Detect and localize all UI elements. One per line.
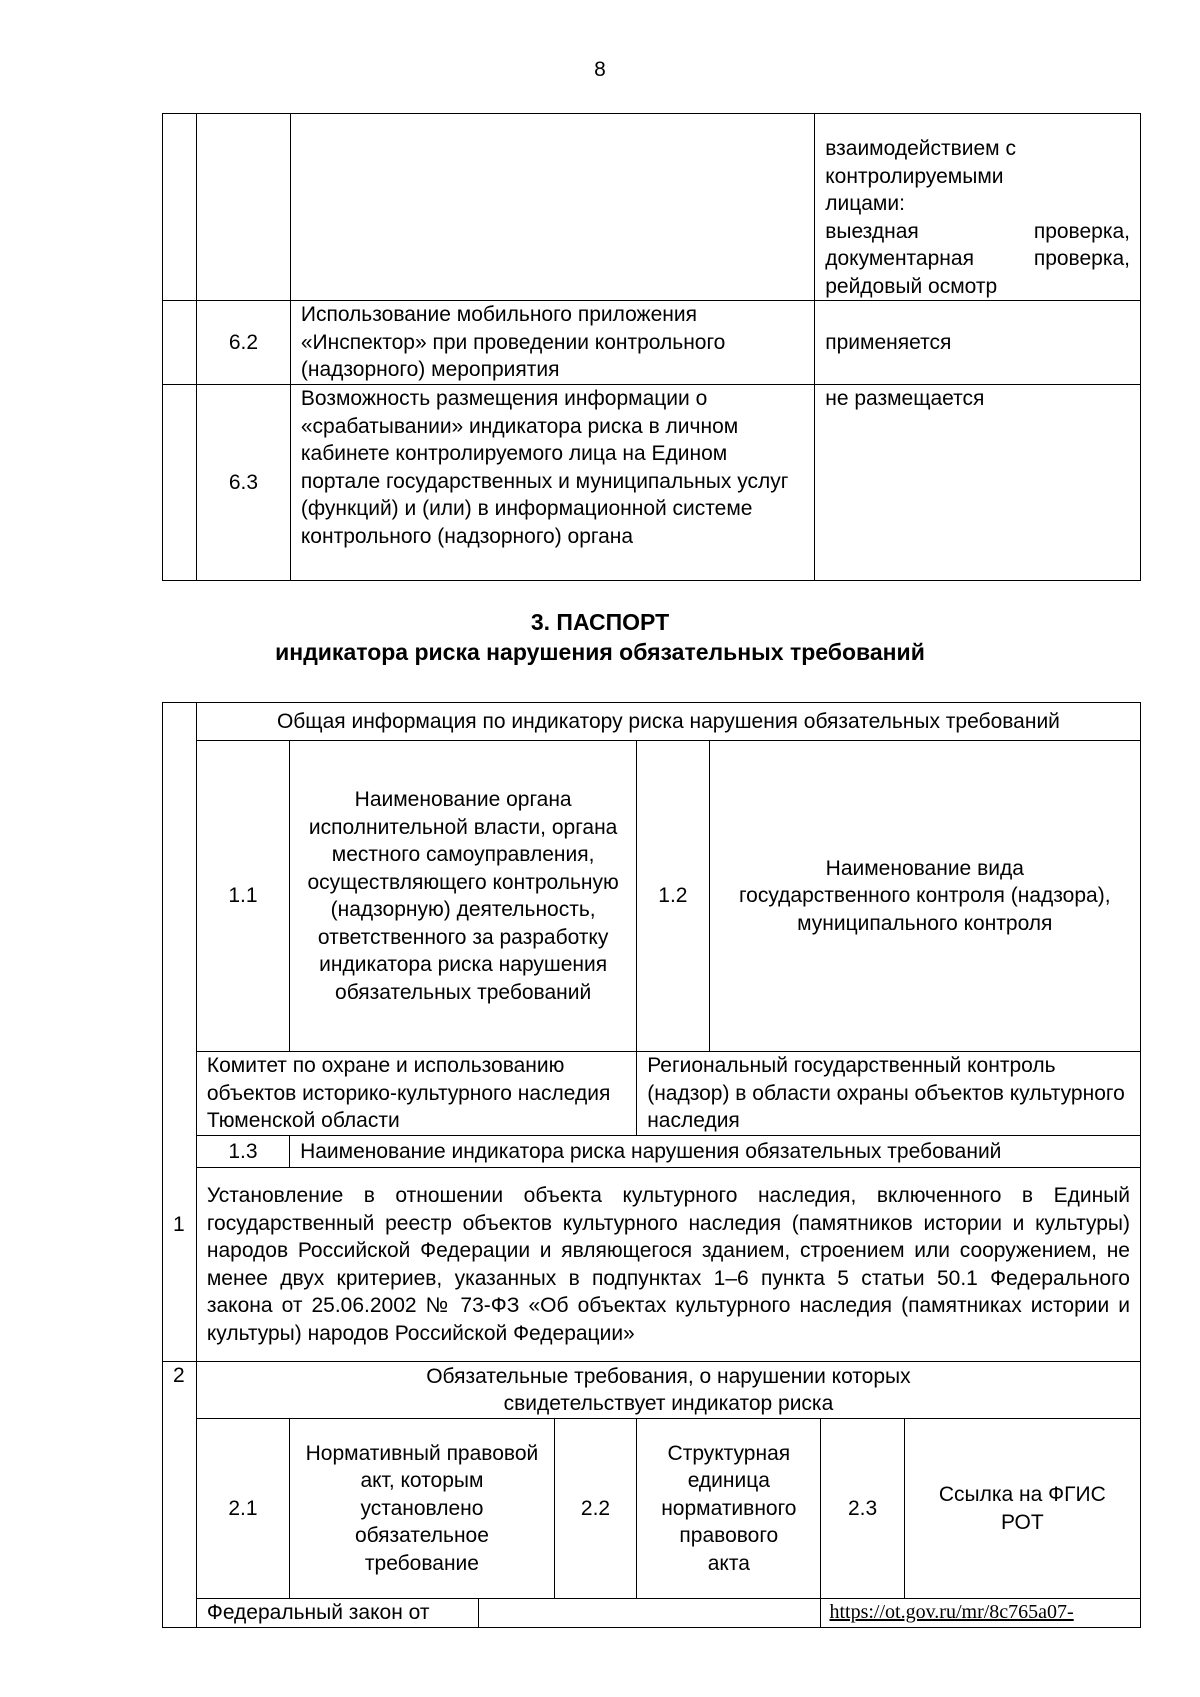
risk-table-continuation bbox=[162, 113, 1141, 581]
table-row bbox=[163, 703, 1141, 741]
cell-text-line: контролируемыми bbox=[825, 164, 1004, 188]
risk-indicator-description: Установление в отношении объекта культурного наследия, включенного в Единый государственный реестр объектов культурного наследия (памятников истории и культуры) народов Российской Федерации и являющегося зданием, строением или сооружением, не менее двух критериев, указанных в подпунктах 1–6 пункта 5 статьи 50.1 Федерального закона от 25.06.2002 № 73-ФЗ «Об объектах культурного наследия (памятниках истории и культуры) народов Российской Федерации» bbox=[196, 1168, 1140, 1362]
field-number: 2.3 bbox=[821, 1419, 904, 1599]
authority-name: Комитет по охране и использованию объектов историко-культурного наследия Тюменской области bbox=[196, 1052, 636, 1136]
section-number: 2 bbox=[163, 1362, 197, 1628]
cell-text-line: взаимодействием с bbox=[825, 137, 1016, 160]
item-description: Возможность размещения информации о «срабатывании» индикатора риска в личном кабинете контролируемого лица на Едином портале государственных и муниципальных услуг (функций) и (или) в информационной системе контрольного (надзорного) органа bbox=[290, 385, 814, 581]
field-number: 1.2 bbox=[637, 741, 709, 1052]
table-row bbox=[163, 385, 1141, 581]
table-row bbox=[163, 114, 1141, 301]
item-value: применяется bbox=[815, 301, 1141, 385]
cell-text-line: выездная проверка, bbox=[825, 219, 1130, 243]
cell-text-line: рейдовый осмотр bbox=[825, 274, 998, 298]
section-subtitle: индикатора риска нарушения обязательных требований bbox=[275, 639, 925, 665]
table-row bbox=[163, 1419, 1141, 1599]
general-info-header: Общая информация по индикатору риска нарушения обязательных требований bbox=[196, 703, 1140, 741]
field-label: Нормативный правовой акт, которым установлено обязательное требование bbox=[290, 1419, 555, 1599]
passport-table bbox=[162, 702, 1141, 1628]
item-number: 6.3 bbox=[196, 385, 290, 581]
table-row bbox=[163, 1136, 1141, 1168]
item-description: Использование мобильного приложения «Инспектор» при проведении контрольного (надзорного) мероприятия bbox=[290, 301, 814, 385]
table-row bbox=[163, 1168, 1141, 1362]
cell-text-line: лицами: bbox=[825, 192, 905, 215]
table-row bbox=[163, 1599, 1141, 1628]
field-label: Ссылка на ФГИС РОТ bbox=[904, 1419, 1140, 1599]
section-number: 1 bbox=[163, 703, 197, 1362]
table-row bbox=[163, 741, 1141, 1052]
section-heading bbox=[0, 607, 1200, 667]
section-title: 3. ПАСПОРТ bbox=[530, 609, 670, 635]
fgis-rot-link[interactable]: https://ot.gov.ru/mr/8c765a07- bbox=[821, 1599, 1141, 1628]
field-number: 1.3 bbox=[196, 1136, 289, 1168]
field-number: 2.2 bbox=[554, 1419, 636, 1599]
table-row bbox=[163, 1362, 1141, 1419]
requirements-header: Обязательные требования, о нарушении которых свидетельствует индикатор риска bbox=[196, 1362, 1140, 1419]
structural-unit bbox=[478, 1599, 821, 1628]
inspection-types-cell bbox=[815, 114, 1141, 301]
control-type: Региональный государственный контроль (надзор) в области охраны объектов культурного наследия bbox=[637, 1052, 1141, 1136]
cell-text-line: документарная проверка, bbox=[825, 247, 1130, 270]
item-number: 6.2 bbox=[196, 301, 290, 385]
field-label: Наименование вида государственного контроля (надзора), муниципального контроля bbox=[709, 741, 1140, 1052]
table-row bbox=[163, 301, 1141, 385]
page-number: 8 bbox=[594, 58, 606, 81]
field-number: 1.1 bbox=[196, 741, 289, 1052]
item-value: не размещается bbox=[815, 385, 1141, 581]
field-label: Наименование органа исполнительной власти, органа местного самоуправления, осуществляющего контрольную (надзорную) деятельность, ответственного за разработку индикатора риска нарушения обязательных требований bbox=[290, 741, 637, 1052]
legal-act: Федеральный закон от bbox=[196, 1599, 478, 1628]
field-label: Наименование индикатора риска нарушения обязательных требований bbox=[290, 1136, 1141, 1168]
field-label: Структурная единица нормативного правового акта bbox=[637, 1419, 821, 1599]
field-number: 2.1 bbox=[196, 1419, 289, 1599]
table-row bbox=[163, 1052, 1141, 1136]
